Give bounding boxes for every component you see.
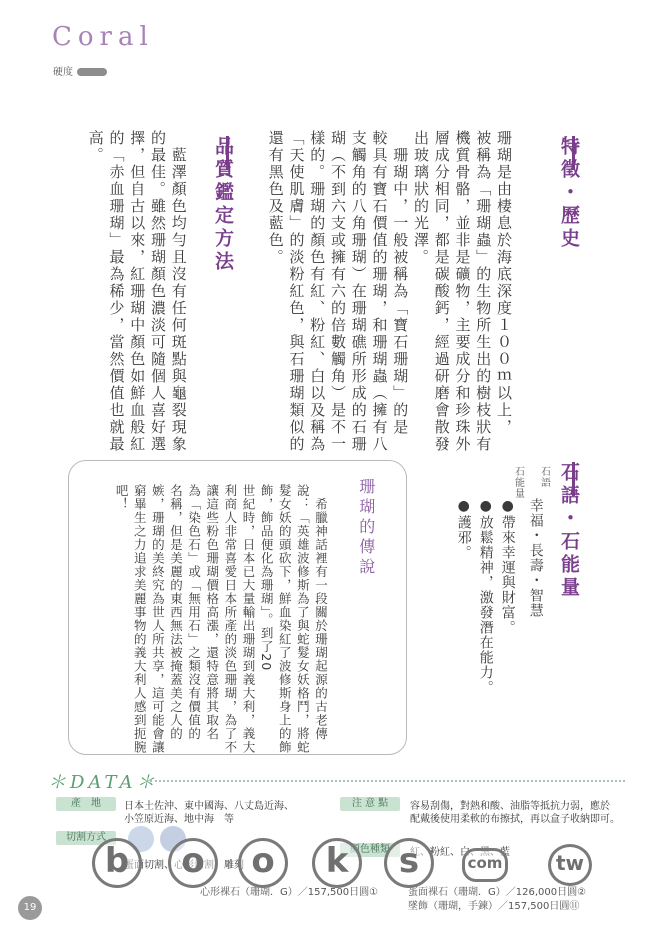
quality-column: 的「赤血珊瑚」最為稀少，當然價值也就最 [107, 130, 126, 453]
cut-value: 蛋面切割、心形切割、雕刻 [124, 860, 244, 871]
watermark-letter: b [92, 838, 142, 888]
legend-title: 珊瑚的傳說 [356, 478, 376, 578]
legend-column: 利商人非常喜愛日本所產的淡色珊瑚，為了不 [222, 484, 238, 754]
watermark-letter: s [384, 838, 434, 888]
history-column: 還有黑色及藍色。 [266, 130, 285, 266]
legend-column: 說：「英雄波修斯為了與蛇髮女妖格鬥，將蛇 [295, 484, 311, 754]
history-column: 被稱為「珊瑚蟲」的生物所生出的樹枝狀有 [474, 130, 493, 453]
legend-column: 吧！ [114, 484, 130, 511]
price-line: 墜飾（珊瑚，手鍊）／157,500日圓⑪ [408, 901, 580, 912]
legend-column: 世紀時，日本已大量輸出珊瑚到義大利，義大 [241, 484, 256, 754]
history-column: 樣的。珊瑚的顏色有紅、粉紅、白以及稱為 [308, 130, 327, 453]
stone-energy-item: ●帶來幸運與財富。 [499, 498, 516, 635]
stone-energy-label: 石能量 [512, 466, 524, 499]
history-column: 支觸角的八角珊瑚）在珊瑚礁所形成的石珊 [349, 130, 368, 453]
legend-column: 飾，飾品便化為珊瑚」。到了20 [259, 484, 275, 672]
quality-column: 擇，但自古以來，紅珊瑚中顏色如鮮血般紅 [128, 130, 147, 453]
hardness-label [53, 63, 107, 78]
watermark-letter: k [312, 838, 362, 888]
page-number: 19 [18, 896, 42, 920]
data-label: ＊DATA＊ [48, 772, 159, 793]
legend-column: 窮畢生之力追求美麗事物的義大利人感到扼腕 [132, 484, 148, 754]
watermark-letter: o [168, 838, 218, 888]
price-line: 蛋面裸石（珊瑚．G）／126,000日圓② [408, 887, 587, 898]
watermark-letter: o [238, 838, 288, 888]
legend-column: 名稱，但是美麗的東西無法被掩蓋美之人的 [168, 484, 184, 741]
history-column: 瑚（不到六支或擁有六的倍數觸角）是不一 [329, 130, 347, 453]
quality-column: 的最佳。雖然珊瑚顏色濃淡可隨個人喜好選 [149, 130, 167, 453]
history-column: 層成分相同，都是碳酸鈣，經過研磨會散發 [432, 130, 451, 453]
quality-column: 藍澤顏色均勻且沒有任何斑點與龜裂現象 [169, 130, 188, 453]
watermark-tw: tw [548, 844, 592, 886]
history-column: 珊瑚是由棲息於海底深度１００ｍ以上， [495, 130, 513, 436]
legend-column: 髮女妖的頭砍下，鮮血染紅了波修斯身上的飾 [277, 484, 293, 754]
history-column: 較具有寶石價值的珊瑚，和珊瑚蟲（擁有八 [370, 130, 389, 453]
history-column: 出玻璃狀的光澤。 [412, 130, 430, 266]
history-heading: 特徵・歷史 [557, 136, 580, 251]
page-title: Coral [52, 22, 154, 52]
stone-word-label: 石語 [538, 466, 550, 488]
legend-body [110, 484, 329, 754]
stone-energy-item: ●護邪。 [455, 498, 472, 560]
legend-column: 希臘神話裡有一段關於珊瑚起源的古老傳 [313, 484, 329, 741]
color-tag: 顏色種類 [340, 843, 400, 857]
care-tag: 注 意 點 [340, 797, 400, 811]
legend-column: 讓這些粉色珊瑚價格高漲，還特意將其取名 [204, 484, 220, 741]
data-label-text: DATA [70, 772, 137, 793]
origin-value-2: 小笠原近海、地中海 等 [124, 814, 234, 825]
history-column: 「天使肌膚」的淡粉紅色，與石珊瑚類似的 [287, 130, 306, 453]
hardness-pill [77, 68, 107, 76]
legend-column: 嫉，珊瑚的美終究為世人所共享，這可能會讓 [150, 484, 166, 754]
data-divider [150, 780, 625, 782]
stone-word-text: 幸福・長壽・智慧 [527, 498, 544, 618]
origin-value-1: 日本土佐沖、東中國海、八丈島近海、 [124, 801, 294, 812]
history-column: 珊瑚中，一般被稱為「寶石珊瑚」的是 [391, 130, 410, 436]
hardness-text: 硬度 [53, 67, 73, 78]
history-column: 機質骨骼，並非是礦物，主要成分和珍珠外 [453, 130, 472, 453]
origin-tag: 產 地 [56, 797, 116, 811]
color-value: 紅、粉紅、白、黑、藍 [410, 847, 510, 858]
care-value-2: 配戴後使用柔軟的布擦拭，再以盒子收納即可。 [410, 814, 620, 825]
cut-tag: 切割方式 [56, 831, 116, 845]
stone-energy-item: ●放鬆精神，激發潛在能力。 [477, 498, 494, 695]
price-line: 心形裸石（珊瑚．G）／157,500日圓① [200, 887, 379, 898]
watermark-com: com [462, 848, 508, 882]
stone-heading: 石語・石能量 [557, 462, 580, 600]
care-value-1: 容易刮傷，對熱和酸、油脂等抵抗力弱，應於 [410, 801, 610, 812]
history-body [262, 130, 511, 460]
quality-heading: 品質鑑定方法 [211, 136, 234, 274]
legend-column: 為「染色石」或「無用石」之類沒有價值的 [186, 484, 202, 741]
quality-body [82, 130, 186, 460]
quality-column: 高。 [86, 130, 105, 164]
